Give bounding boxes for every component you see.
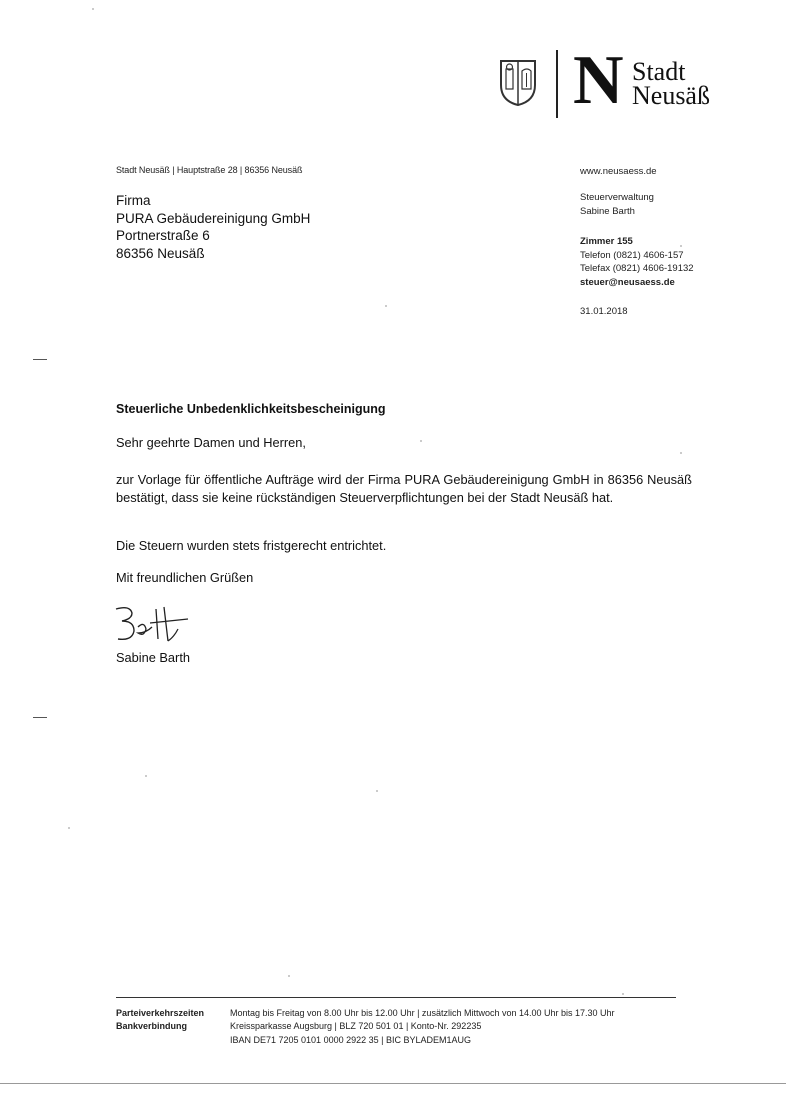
logo-word-neusass: Neusäß bbox=[632, 81, 710, 110]
logo-divider bbox=[556, 50, 558, 118]
footer-divider bbox=[116, 997, 676, 998]
letter-subject: Steuerliche Unbedenklichkeitsbescheinigung bbox=[116, 402, 386, 416]
footer-bank-value: Kreissparkasse Augsburg | BLZ 720 501 01 | Konto-Nr. 292235 bbox=[230, 1021, 482, 1031]
closing-phrase: Mit freundlichen Grüßen bbox=[116, 570, 254, 585]
coat-of-arms-icon bbox=[497, 57, 539, 107]
recipient-address bbox=[116, 192, 310, 262]
email-address: steuer@neusaess.de bbox=[580, 276, 675, 288]
fold-mark bbox=[33, 717, 47, 718]
footer-iban-value: IBAN DE71 7205 0101 0000 2922 35 | BIC BYLADEM1AUG bbox=[230, 1035, 471, 1045]
page-bottom-edge bbox=[0, 1083, 786, 1084]
logo-word-stadt: Stadt bbox=[632, 57, 686, 86]
website: www.neusaess.de bbox=[580, 166, 657, 177]
footer-bank-label: Bankverbindung bbox=[116, 1021, 188, 1031]
sender-line: Stadt Neusäß | Hauptstraße 28 | 86356 Neusäß bbox=[116, 165, 303, 175]
handwritten-signature bbox=[112, 603, 192, 645]
fax-number: Telefax (0821) 4606-19132 bbox=[580, 263, 694, 274]
signer-name: Sabine Barth bbox=[116, 650, 190, 665]
footer-hours-value: Montag bis Freitag von 8.00 Uhr bis 12.00 Uhr | zusätzlich Mittwoch von 14.00 Uhr bis 17.30 Uhr bbox=[230, 1008, 615, 1018]
letter-date: 31.01.2018 bbox=[580, 306, 628, 317]
recipient-line: 86356 Neusäß bbox=[116, 245, 205, 261]
logo-letter: N bbox=[573, 42, 624, 119]
footer-hours-label: Parteiverkehrszeiten bbox=[116, 1008, 205, 1018]
main-paragraph: zur Vorlage für öffentliche Aufträge wird der Firma PURA Gebäudereinigung GmbH in 86356 Neusäß bestätigt, dass sie keine rückständigen Steuerverpflichtungen bei der Stadt Neusäß hat. bbox=[116, 472, 692, 505]
taxes-paragraph: Die Steuern wurden stets fristgerecht entrichtet. bbox=[116, 538, 387, 553]
room-number: Zimmer 155 bbox=[580, 236, 633, 247]
recipient-line: Firma bbox=[116, 193, 151, 208]
recipient-line: Portnerstraße 6 bbox=[116, 228, 210, 243]
department: Steuerverwaltung bbox=[580, 192, 654, 203]
contact-block bbox=[580, 235, 694, 289]
phone-number: Telefon (0821) 4606-157 bbox=[580, 249, 684, 261]
fold-mark bbox=[33, 359, 47, 360]
recipient-line: PURA Gebäudereinigung GmbH bbox=[116, 210, 311, 226]
contact-person: Sabine Barth bbox=[580, 205, 635, 217]
salutation: Sehr geehrte Damen und Herren, bbox=[116, 435, 306, 450]
department-block bbox=[580, 191, 654, 218]
